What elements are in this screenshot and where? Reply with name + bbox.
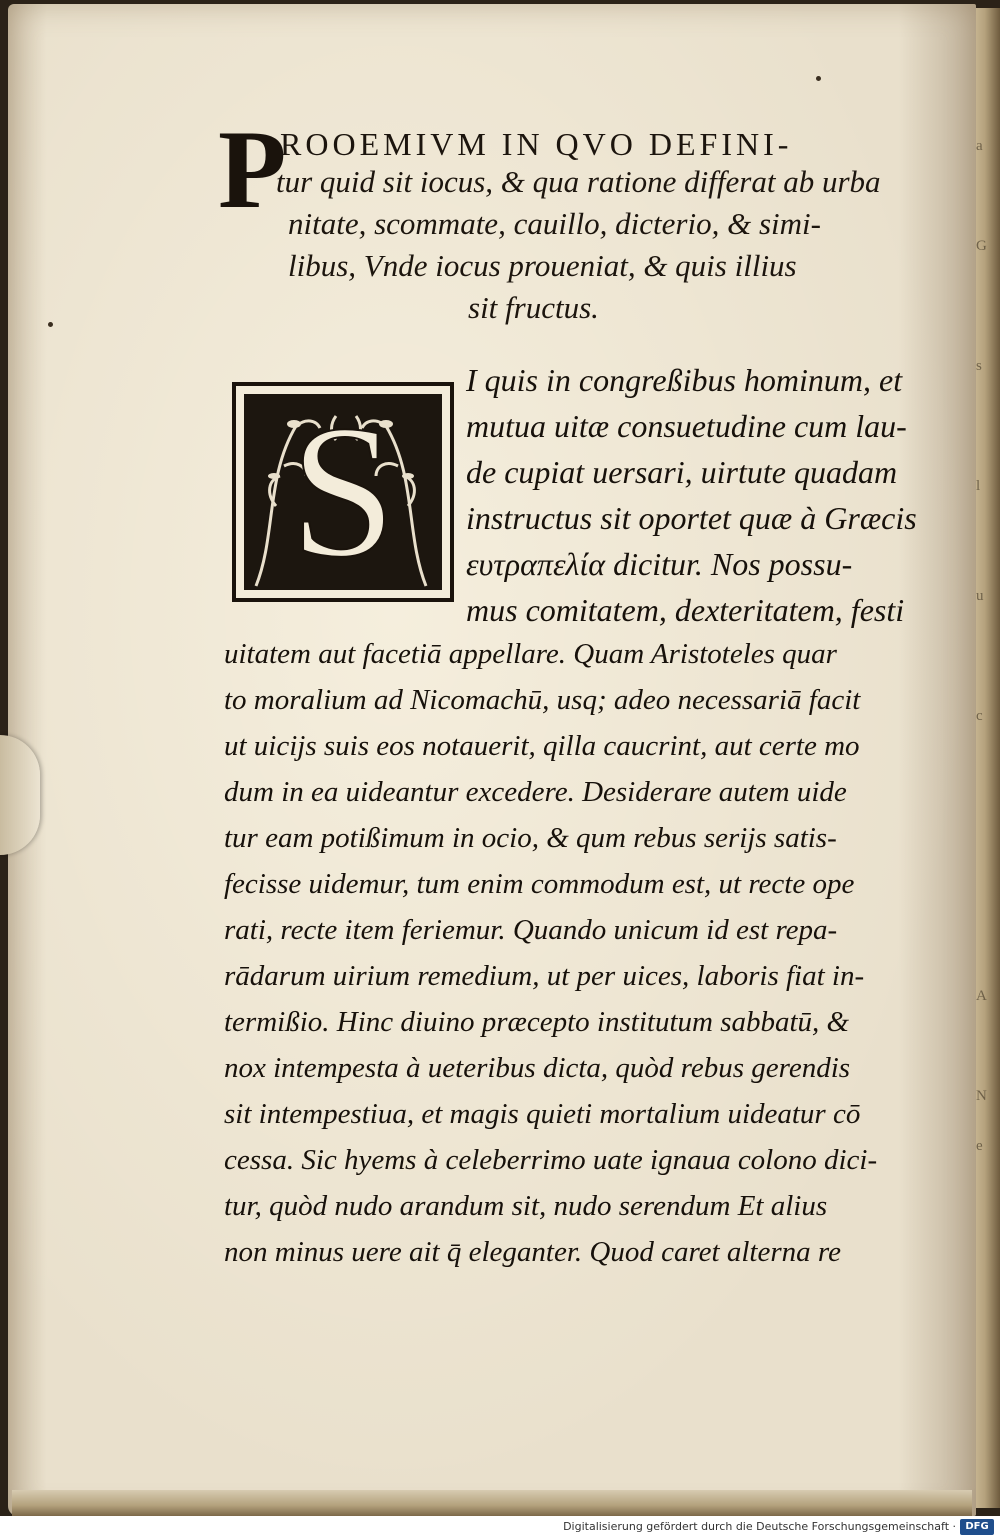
text-line: rādarum uirium remedium, ut per uices, laboris fiat in- [224, 960, 865, 992]
heading-line: sit fructus. [468, 290, 599, 325]
heading-initial: P [218, 108, 287, 232]
text-line: tur, quòd nudo arandum sit, nudo serendum Et alius [224, 1190, 828, 1222]
edge-glyph: A [976, 988, 987, 1004]
page-stack-bottom [12, 1490, 972, 1516]
text-line: nox intempesta à ueteribus dicta, quòd rebus gerendis [224, 1052, 851, 1084]
dfg-logo[interactable]: DFG [960, 1519, 994, 1535]
text-line: cessa. Sic hyems à celeberrimo uate ignaua colono dici- [224, 1144, 878, 1176]
edge-glyph: l [976, 478, 981, 494]
paper-speck [816, 76, 821, 81]
text-line: uitatem aut facetiā appellare. Quam Aristoteles quar [224, 638, 837, 670]
edge-glyph: a [976, 138, 983, 154]
text-line: rati, recte item feriemur. Quando unicum id est repa- [224, 914, 838, 946]
footer-bar [0, 1516, 1000, 1539]
text-line: to moralium ad Nicomachū, usq; adeo necessariā facit [224, 684, 861, 716]
initial-letter: S [290, 387, 396, 597]
text-line: ut uicijs suis eos notauerit, qilla caucrint, aut certe mo [224, 730, 860, 762]
text-line: instructus sit oportet quæ à Græcis [466, 500, 917, 536]
text-line: fecisse uidemur, tum enim commodum est, ut recte ope [224, 868, 855, 900]
edge-glyph: c [976, 708, 983, 724]
text-line: I quis in congreßibus hominum, et [466, 362, 903, 398]
text-line: ευτραπελία dicitur. Nos possu- [466, 546, 853, 582]
heading-caps-line: ROOEMIVM IN QVO DEFINI- [280, 126, 793, 162]
text-line: sit intempestiua, et magis quieti mortalium uideatur cō [224, 1098, 861, 1130]
text-line: mus comitatem, dexteritatem, festi [466, 592, 905, 628]
footer-credit: Digitalisierung gefördert durch die Deutsche Forschungsgemeinschaft · [563, 1520, 956, 1533]
heading-line: tur quid sit iocus, & qua ratione differat ab urba [276, 164, 881, 199]
edge-glyph: s [976, 358, 982, 374]
text-line: dum in ea uideantur excedere. Desiderare autem uide [224, 776, 847, 808]
text-line: termißio. Hinc diuino præcepto institutum sabbatū, & [224, 1006, 850, 1038]
text-line: non minus uere ait q̄ eleganter. Quod caret alterna re [224, 1236, 841, 1268]
edge-glyph: u [976, 588, 984, 604]
text-line: mutua uitæ consuetudine cum lau- [466, 408, 907, 444]
heading-line: nitate, scommate, cauillo, dicterio, & simi- [288, 206, 821, 241]
decorated-initial [232, 382, 454, 602]
edge-glyph: e [976, 1138, 983, 1154]
paper-speck [48, 322, 53, 327]
edge-glyph: N [976, 1088, 987, 1104]
text-line: de cupiat uersari, uirtute quadam [466, 454, 898, 490]
text-line: tur eam potißimum in ocio, & qum rebus serijs satis- [224, 822, 837, 854]
edge-glyph: G [976, 238, 987, 254]
heading-line: libus, Vnde iocus proueniat, & quis illius [288, 248, 797, 283]
